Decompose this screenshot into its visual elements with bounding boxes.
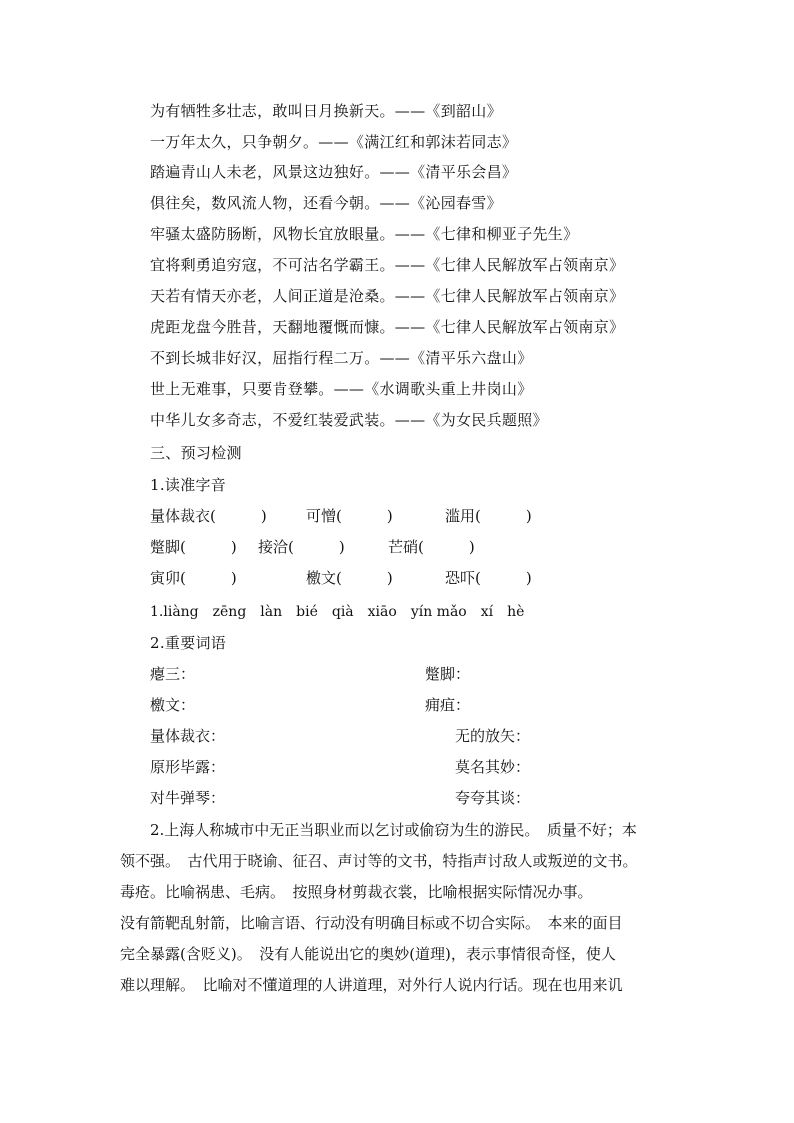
subsection-heading: 2.重要词语 <box>150 634 227 652</box>
pinyin-answer: qià <box>331 604 354 620</box>
vocab-term: 无的放矢： <box>455 727 531 745</box>
vocab-term: 原形毕露： <box>150 758 226 776</box>
vocab-term: 瘪三： <box>150 665 196 683</box>
pronunciation-item: 量体裁衣( ) <box>150 507 267 525</box>
quote-line: 世上无难事，只要肯登攀。——《水调歌头重上井岗山》 <box>150 380 533 398</box>
answer-line: 完全暴露(含贬义)。 没有人能说出它的奥妙(道理)，表示事情很奇怪，使人 <box>120 945 616 963</box>
pinyin-answer: hè <box>507 604 525 620</box>
vocab-term: 蹩脚： <box>425 665 471 683</box>
quote-line: 俱往矣，数风流人物，还看今朝。——《沁园春雪》 <box>150 194 502 212</box>
pronunciation-item: 接洽( ) <box>258 538 345 556</box>
answer-line: 没有箭靶乱射箭，比喻言语、行动没有明确目标或不切合实际。 本来的面目 <box>120 914 623 932</box>
pinyin-answer: làn <box>260 604 283 620</box>
subsection-heading: 1.读准字音 <box>150 476 227 494</box>
quote-line: 宜将剩勇追穷寇，不可沽名学霸王。——《七律人民解放军占领南京》 <box>150 256 625 274</box>
quote-line: 天若有情天亦老，人间正道是沧桑。——《七律人民解放军占领南京》 <box>150 287 625 305</box>
answer-line: 领不强。 古代用于晓谕、征召、声讨等的文书，特指声讨敌人或叛逆的文书。 <box>120 852 638 870</box>
section-heading: 三、预习检测 <box>150 444 242 462</box>
pinyin-answer: xiāo <box>367 604 397 620</box>
pinyin-label: 1. <box>150 604 164 620</box>
pronunciation-item: 芒硝( ) <box>388 538 475 556</box>
vocab-term: 量体裁衣： <box>150 727 226 745</box>
pronunciation-item: 恐吓( ) <box>445 569 532 587</box>
quote-line: 不到长城非好汉，屈指行程二万。——《清平乐六盘山》 <box>150 349 533 367</box>
pinyin-answer: zēng <box>212 604 247 620</box>
vocab-term: 对牛弹琴： <box>150 789 226 807</box>
pronunciation-item: 寅卯( ) <box>150 569 237 587</box>
vocab-term: 莫名其妙： <box>455 758 531 776</box>
quote-line: 虎距龙盘今胜昔，天翻地覆慨而慷。——《七律人民解放军占领南京》 <box>150 318 625 336</box>
vocab-term: 夸夸其谈： <box>455 789 531 807</box>
vocab-term: 檄文： <box>150 696 196 714</box>
answer-line: 难以理解。 比喻对不懂道理的人讲道理，对外行人说内行话。现在也用来讥 <box>120 976 623 994</box>
pinyin-answers <box>150 602 538 622</box>
pronunciation-item: 檄文( ) <box>306 569 393 587</box>
pronunciation-item: 蹩脚( ) <box>150 538 237 556</box>
pinyin-answer: liàng <box>163 604 199 620</box>
answer-line: 2.上海人称城市中无正当职业而以乞讨或偷窃为生的游民。 质量不好；本 <box>150 821 637 839</box>
quote-line: 为有牺牲多壮志，敢叫日月换新天。——《到韶山》 <box>150 102 502 120</box>
quote-line: 一万年太久，只争朝夕。——《满江红和郭沫若同志》 <box>150 133 518 151</box>
pronunciation-item: 滥用( ) <box>445 507 532 525</box>
answer-line: 毒疮。比喻祸患、毛病。 按照身材剪裁衣裳，比喻根据实际情况办事。 <box>120 883 593 901</box>
pinyin-answer: bié <box>296 604 318 620</box>
quote-line: 牢骚太盛防肠断，风物长宜放眼量。——《七律和柳亚子先生》 <box>150 225 579 243</box>
pinyin-answer: yín mǎo <box>410 604 467 620</box>
vocab-term: 痈疽： <box>425 696 471 714</box>
quote-line: 踏遍青山人未老，风景这边独好。——《清平乐会昌》 <box>150 163 518 181</box>
pronunciation-item: 可憎( ) <box>306 507 393 525</box>
pinyin-answer: xí <box>480 604 494 620</box>
quote-line: 中华儿女多奇志，不爱红装爱武装。——《为女民兵题照》 <box>150 411 548 429</box>
